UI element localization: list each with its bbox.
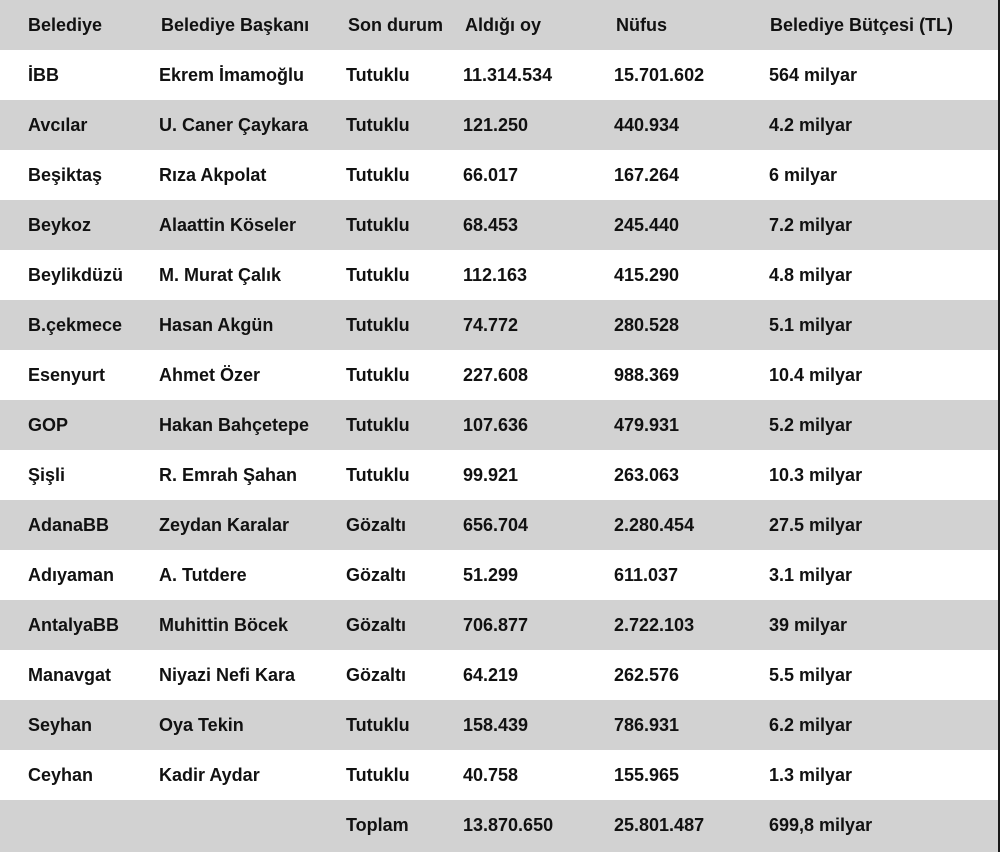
table-row	[0, 350, 1000, 400]
cell-son-durum: Tutuklu	[346, 715, 410, 735]
cell-son-durum: Gözaltı	[346, 515, 407, 535]
cell-baskan: Hakan Bahçetepe	[159, 415, 310, 435]
cell-butce: 39 milyar	[769, 615, 848, 635]
cell-baskan: Alaattin Köseler	[159, 215, 297, 235]
cell-butce: 564 milyar	[769, 65, 858, 85]
cell-baskan: A. Tutdere	[159, 565, 247, 585]
cell-belediye: Şişli	[28, 465, 66, 485]
cell-belediye: GOP	[28, 415, 69, 435]
cell-butce: 10.3 milyar	[769, 465, 863, 485]
cell-butce: 6.2 milyar	[769, 715, 853, 735]
cell-baskan: U. Caner Çaykara	[159, 115, 309, 135]
cell-nufus: 155.965	[614, 765, 680, 785]
total-votes: 13.870.650	[463, 815, 554, 835]
cell-baskan: Oya Tekin	[159, 715, 244, 735]
cell-belediye: AntalyaBB	[28, 615, 120, 635]
table-row	[0, 250, 1000, 300]
cell-nufus: 2.280.454	[614, 515, 695, 535]
cell-belediye: Avcılar	[28, 115, 88, 135]
cell-son-durum: Tutuklu	[346, 215, 410, 235]
cell-aldigi-oy: 121.250	[463, 115, 529, 135]
table-row	[0, 300, 1000, 350]
table-row	[0, 200, 1000, 250]
cell-nufus: 245.440	[614, 215, 680, 235]
table-row	[0, 650, 1000, 700]
cell-butce: 6 milyar	[769, 165, 838, 185]
cell-baskan: Zeydan Karalar	[159, 515, 290, 535]
table-row	[0, 550, 1000, 600]
cell-baskan: Hasan Akgün	[159, 315, 274, 335]
cell-baskan: Ekrem İmamoğlu	[159, 65, 305, 85]
cell-son-durum: Tutuklu	[346, 765, 410, 785]
table-row	[0, 100, 1000, 150]
cell-son-durum: Tutuklu	[346, 265, 410, 285]
cell-aldigi-oy: 706.877	[463, 615, 529, 635]
cell-son-durum: Tutuklu	[346, 415, 410, 435]
cell-belediye: Adıyaman	[28, 565, 115, 585]
cell-nufus: 280.528	[614, 315, 680, 335]
cell-aldigi-oy: 107.636	[463, 415, 529, 435]
cell-son-durum: Gözaltı	[346, 565, 407, 585]
cell-aldigi-oy: 99.921	[463, 465, 519, 485]
table-header-row	[0, 0, 1000, 50]
cell-belediye: AdanaBB	[28, 515, 110, 535]
cell-butce: 5.5 milyar	[769, 665, 853, 685]
header-son-durum: Son durum	[348, 15, 443, 35]
cell-nufus: 2.722.103	[614, 615, 695, 635]
cell-butce: 7.2 milyar	[769, 215, 853, 235]
cell-belediye: B.çekmece	[28, 315, 123, 335]
total-population: 25.801.487	[614, 815, 705, 835]
total-budget: 699,8 milyar	[769, 815, 873, 835]
cell-nufus: 988.369	[614, 365, 680, 385]
table-row	[0, 600, 1000, 650]
cell-baskan: R. Emrah Şahan	[159, 465, 298, 485]
cell-nufus: 263.063	[614, 465, 680, 485]
cell-belediye: Esenyurt	[28, 365, 106, 385]
cell-nufus: 415.290	[614, 265, 680, 285]
cell-baskan: Kadir Aydar	[159, 765, 260, 785]
cell-butce: 10.4 milyar	[769, 365, 863, 385]
cell-butce: 27.5 milyar	[769, 515, 863, 535]
cell-son-durum: Tutuklu	[346, 365, 410, 385]
cell-belediye: Ceyhan	[28, 765, 94, 785]
cell-butce: 3.1 milyar	[769, 565, 853, 585]
cell-son-durum: Tutuklu	[346, 465, 410, 485]
cell-nufus: 786.931	[614, 715, 680, 735]
cell-nufus: 15.701.602	[614, 65, 705, 85]
cell-baskan: Ahmet Özer	[159, 365, 261, 385]
cell-son-durum: Tutuklu	[346, 65, 410, 85]
table-row	[0, 750, 1000, 800]
header-baskan: Belediye Başkanı	[161, 15, 310, 35]
cell-nufus: 167.264	[614, 165, 680, 185]
header-belediye: Belediye	[28, 15, 103, 35]
cell-aldigi-oy: 74.772	[463, 315, 519, 335]
cell-aldigi-oy: 112.163	[463, 265, 528, 285]
cell-son-durum: Tutuklu	[346, 115, 410, 135]
table-row	[0, 500, 1000, 550]
cell-nufus: 440.934	[614, 115, 680, 135]
cell-belediye: Seyhan	[28, 715, 93, 735]
cell-aldigi-oy: 51.299	[463, 565, 519, 585]
cell-aldigi-oy: 227.608	[463, 365, 529, 385]
cell-aldigi-oy: 66.017	[463, 165, 519, 185]
header-aldigi-oy: Aldığı oy	[465, 15, 541, 35]
cell-belediye: Manavgat	[28, 665, 112, 685]
cell-butce: 1.3 milyar	[769, 765, 853, 785]
cell-aldigi-oy: 158.439	[463, 715, 529, 735]
cell-belediye: Beykoz	[28, 215, 92, 235]
table-row	[0, 400, 1000, 450]
table-row	[0, 50, 1000, 100]
cell-aldigi-oy: 64.219	[463, 665, 519, 685]
cell-aldigi-oy: 40.758	[463, 765, 519, 785]
cell-aldigi-oy: 11.314.534	[463, 65, 553, 85]
cell-baskan: Muhittin Böcek	[159, 615, 288, 635]
cell-aldigi-oy: 68.453	[463, 215, 519, 235]
cell-belediye: Beylikdüzü	[28, 265, 124, 285]
cell-baskan: M. Murat Çalık	[159, 265, 282, 285]
cell-belediye: İBB	[28, 65, 59, 85]
cell-son-durum: Tutuklu	[346, 165, 410, 185]
table-row	[0, 150, 1000, 200]
table-total-row	[0, 800, 1000, 852]
cell-butce: 4.8 milyar	[769, 265, 853, 285]
cell-butce: 5.1 milyar	[769, 315, 853, 335]
cell-butce: 4.2 milyar	[769, 115, 853, 135]
header-butce: Belediye Bütçesi (TL)	[770, 15, 954, 35]
cell-belediye: Beşiktaş	[28, 165, 103, 185]
cell-son-durum: Tutuklu	[346, 315, 410, 335]
cell-baskan: Niyazi Nefi Kara	[159, 665, 296, 685]
total-label: Toplam	[346, 815, 409, 835]
cell-nufus: 262.576	[614, 665, 680, 685]
cell-aldigi-oy: 656.704	[463, 515, 529, 535]
table-row	[0, 700, 1000, 750]
table-row	[0, 450, 1000, 500]
header-nufus: Nüfus	[616, 15, 667, 35]
cell-butce: 5.2 milyar	[769, 415, 853, 435]
cell-baskan: Rıza Akpolat	[159, 165, 267, 185]
cell-son-durum: Gözaltı	[346, 615, 407, 635]
cell-nufus: 611.037	[614, 565, 679, 585]
cell-nufus: 479.931	[614, 415, 680, 435]
cell-son-durum: Gözaltı	[346, 665, 407, 685]
